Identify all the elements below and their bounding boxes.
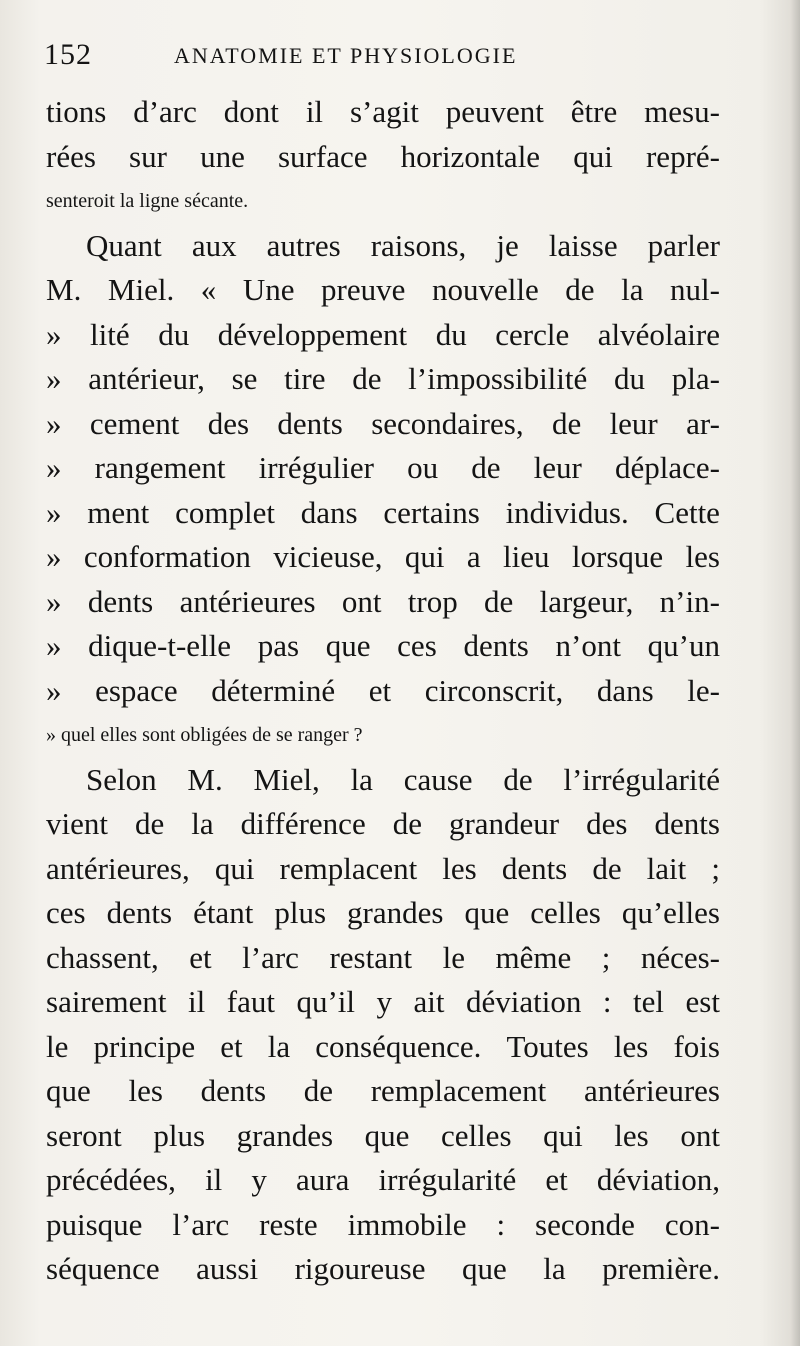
quote-line: » quel elles sont obligées de se ranger ? [46, 724, 363, 746]
word: trop [407, 583, 458, 619]
word: néces- [640, 939, 720, 975]
word: cercle [495, 316, 570, 352]
word: qui [573, 138, 613, 174]
text-line [46, 936, 720, 981]
word: antérieures, [46, 850, 190, 886]
word: remplacent [279, 850, 418, 886]
word: irrégulier [258, 450, 374, 485]
word: » [46, 450, 62, 485]
word: il [188, 984, 206, 1019]
word: surface [277, 138, 368, 174]
word: séquence [46, 1251, 160, 1286]
text-line [46, 224, 720, 269]
word: antérieures [584, 1073, 720, 1108]
word: dents [106, 895, 173, 930]
text-line [46, 802, 720, 847]
word: celles [440, 1117, 512, 1153]
quote-line [46, 669, 720, 714]
word: celles [530, 895, 601, 930]
text-line [46, 891, 720, 936]
word: mesu- [644, 94, 720, 129]
word: : [496, 1206, 506, 1242]
word: circonscrit, [424, 672, 564, 708]
word: de [303, 1073, 334, 1108]
word: M. [187, 761, 223, 797]
word: puisque [46, 1206, 143, 1242]
word: les [685, 539, 720, 574]
word: que [46, 1073, 91, 1108]
word: dique-t-elle [88, 628, 232, 663]
word: sur [129, 138, 167, 174]
word: laisse [548, 227, 618, 263]
word: déterminé [211, 672, 336, 708]
word: déviation, [596, 1162, 720, 1197]
word: ment [87, 494, 150, 530]
quote-line [46, 313, 720, 358]
word: tire [284, 361, 326, 396]
word: développement [217, 316, 408, 352]
word: qu’elles [621, 895, 720, 930]
text-line [46, 1247, 720, 1292]
word: sairement [46, 984, 167, 1019]
word: n’in- [659, 583, 720, 619]
word: qui [404, 539, 445, 574]
word: pas [257, 628, 300, 663]
word: des [586, 806, 628, 841]
word: le- [687, 672, 720, 708]
word: déplace- [614, 450, 720, 485]
word: conformation [83, 539, 251, 574]
word: a [466, 539, 481, 574]
quote-line [46, 357, 720, 402]
word: alvéolaire [597, 316, 720, 352]
word: parler [647, 227, 720, 263]
quote-line [46, 624, 720, 669]
word: il [205, 1162, 223, 1197]
quote-line [46, 402, 720, 447]
text-line [46, 90, 720, 135]
word: l’impossibilité [408, 361, 588, 396]
word: leur [609, 405, 658, 441]
word: grandes [347, 895, 444, 930]
word: remplacement [370, 1073, 547, 1108]
word: d’arc [133, 94, 197, 129]
word: plus [274, 895, 327, 930]
word: s’agit [349, 94, 419, 129]
word: que [461, 1251, 507, 1286]
quote-line [46, 535, 720, 580]
word: nouvelle [431, 272, 539, 307]
word: n’ont [555, 628, 621, 663]
word: ar- [686, 405, 720, 441]
word: déviation [466, 984, 582, 1019]
quote-line [46, 580, 720, 625]
word: dents [87, 583, 154, 619]
word: ou [407, 450, 439, 485]
page-edge-shadow [790, 0, 800, 1346]
word: précédées, [46, 1162, 176, 1197]
text-line: senteroit la ligne sécante. [46, 190, 249, 212]
word: de [592, 850, 622, 886]
word: seront [46, 1117, 122, 1153]
word: l’arc [172, 1206, 230, 1242]
body-text [46, 90, 720, 1292]
word: rées [46, 138, 96, 174]
text-line [46, 268, 720, 313]
word: aussi [196, 1251, 259, 1286]
word: l’arc [242, 939, 299, 975]
running-head: ANATOMIE ET PHYSIOLOGIE [174, 43, 518, 68]
word: : [602, 984, 612, 1019]
text-line [46, 1025, 720, 1070]
word: ont [680, 1117, 720, 1153]
word: irrégularité [378, 1162, 517, 1197]
word: et [368, 672, 392, 708]
text-line [46, 1158, 720, 1203]
word: de [392, 806, 422, 841]
text-line [46, 847, 720, 892]
word: dents [463, 628, 529, 663]
word: » [46, 405, 62, 441]
word: les [128, 1073, 163, 1108]
word: restant [329, 939, 413, 975]
word: la [543, 1251, 566, 1286]
word: dont [223, 94, 279, 129]
word: la [267, 1028, 291, 1064]
word: qui [214, 850, 255, 886]
word: » [46, 361, 62, 396]
word: Miel, [253, 761, 320, 797]
word: antérieur, [88, 361, 205, 396]
word: lité [90, 316, 130, 352]
word: ces [46, 895, 86, 930]
word: et [220, 1028, 243, 1064]
word: conséquence. [315, 1028, 482, 1064]
word: y [376, 984, 393, 1019]
word: et [189, 939, 212, 975]
word: peuvent [445, 94, 544, 129]
word: grandeur [448, 806, 560, 841]
word: le [442, 939, 465, 975]
word: nul- [670, 272, 720, 307]
word: se [231, 361, 258, 396]
word: il [305, 94, 324, 129]
word: leur [533, 450, 582, 485]
word: cause [403, 761, 473, 797]
page-number: 152 [44, 38, 92, 71]
word: antérieures [179, 583, 316, 619]
word: les [442, 850, 477, 886]
word: les [613, 1028, 649, 1064]
word: seconde [535, 1206, 635, 1242]
word: du [158, 316, 190, 352]
text-line [46, 135, 720, 180]
quote-line [46, 446, 720, 491]
word: plus [153, 1117, 206, 1153]
text-line [46, 1203, 720, 1248]
word: de [135, 806, 165, 841]
word: ont [341, 583, 382, 619]
word: que [464, 895, 510, 930]
word: complet [175, 494, 275, 530]
word: Miel. [107, 272, 175, 307]
text-line [46, 980, 720, 1025]
word: rigoureuse [294, 1251, 426, 1286]
word: preuve [321, 272, 406, 307]
word: vicieuse, [273, 539, 383, 574]
text-line [46, 1114, 720, 1159]
word: de [565, 272, 595, 307]
word: que [325, 628, 371, 663]
word: Une [242, 272, 295, 307]
word: Toutes [506, 1028, 589, 1064]
word: étant [193, 895, 254, 930]
word: Quant [86, 227, 162, 263]
word: la [621, 272, 644, 307]
word: largeur, [539, 583, 634, 619]
word: Cette [654, 494, 720, 530]
word: différence [240, 806, 366, 841]
word: ; [711, 850, 720, 886]
word: lieu [503, 539, 550, 574]
word: être [570, 94, 618, 129]
word: » [46, 583, 62, 619]
word: ait [413, 984, 445, 1019]
word: dents [200, 1073, 267, 1108]
page-header [44, 38, 744, 78]
word: aura [296, 1162, 350, 1197]
word: des [207, 405, 250, 441]
word: vient [46, 806, 108, 841]
word: même [495, 939, 572, 975]
word: je [496, 227, 519, 263]
word: aux [191, 227, 237, 263]
word: rangement [94, 450, 226, 485]
text-line [46, 1069, 720, 1114]
word: principe [93, 1028, 196, 1064]
word: secondaires, [371, 405, 524, 441]
word: que [364, 1117, 410, 1153]
word: ; [601, 939, 611, 975]
word: y [251, 1162, 267, 1197]
word: » [46, 672, 62, 708]
word: espace [95, 672, 178, 708]
word: le [46, 1028, 69, 1064]
word: pla- [671, 361, 720, 396]
word: de [352, 361, 382, 396]
word: de [503, 761, 533, 797]
word: grandes [236, 1117, 334, 1153]
word: reste [259, 1206, 318, 1242]
word: est [685, 984, 720, 1019]
word: tions [46, 94, 107, 129]
word: lait [646, 850, 687, 886]
word: une [200, 138, 245, 174]
word: les [614, 1117, 649, 1153]
word: » [46, 539, 62, 574]
word: et [545, 1162, 568, 1197]
word: la [191, 806, 214, 841]
word: dents [654, 806, 720, 841]
word: immobile [347, 1206, 467, 1242]
word: horizontale [400, 138, 541, 174]
word: du [435, 316, 467, 352]
word: dents [277, 405, 343, 441]
text-line [46, 758, 720, 803]
word: dans [300, 494, 358, 530]
word: faut [226, 984, 275, 1019]
word: de [471, 450, 501, 485]
word: qu’un [647, 628, 720, 663]
quote-line [46, 491, 720, 536]
word: du [614, 361, 646, 396]
word: » [46, 494, 62, 530]
word: chassent, [46, 939, 159, 975]
word: première. [602, 1251, 720, 1286]
word: dents [501, 850, 568, 886]
word: » [46, 316, 62, 352]
word: certains [383, 494, 480, 530]
word: M. [46, 272, 82, 307]
word: raisons, [370, 227, 467, 263]
word: Selon [86, 761, 157, 797]
word: autres [266, 227, 341, 263]
word: l’irrégularité [563, 761, 720, 797]
word: la [350, 761, 373, 797]
word: » [46, 628, 62, 663]
word: « [200, 272, 217, 307]
word: repré- [645, 138, 720, 174]
word: de [484, 583, 514, 619]
word: individus. [505, 494, 629, 530]
word: de [551, 405, 582, 441]
word: fois [673, 1028, 720, 1064]
word: ces [397, 628, 437, 663]
word: cement [89, 405, 180, 441]
word: qui [543, 1117, 583, 1153]
word: lorsque [571, 539, 664, 574]
word: con- [664, 1206, 720, 1242]
word: dans [596, 672, 654, 708]
word: tel [633, 984, 664, 1019]
word: qu’il [296, 984, 356, 1019]
